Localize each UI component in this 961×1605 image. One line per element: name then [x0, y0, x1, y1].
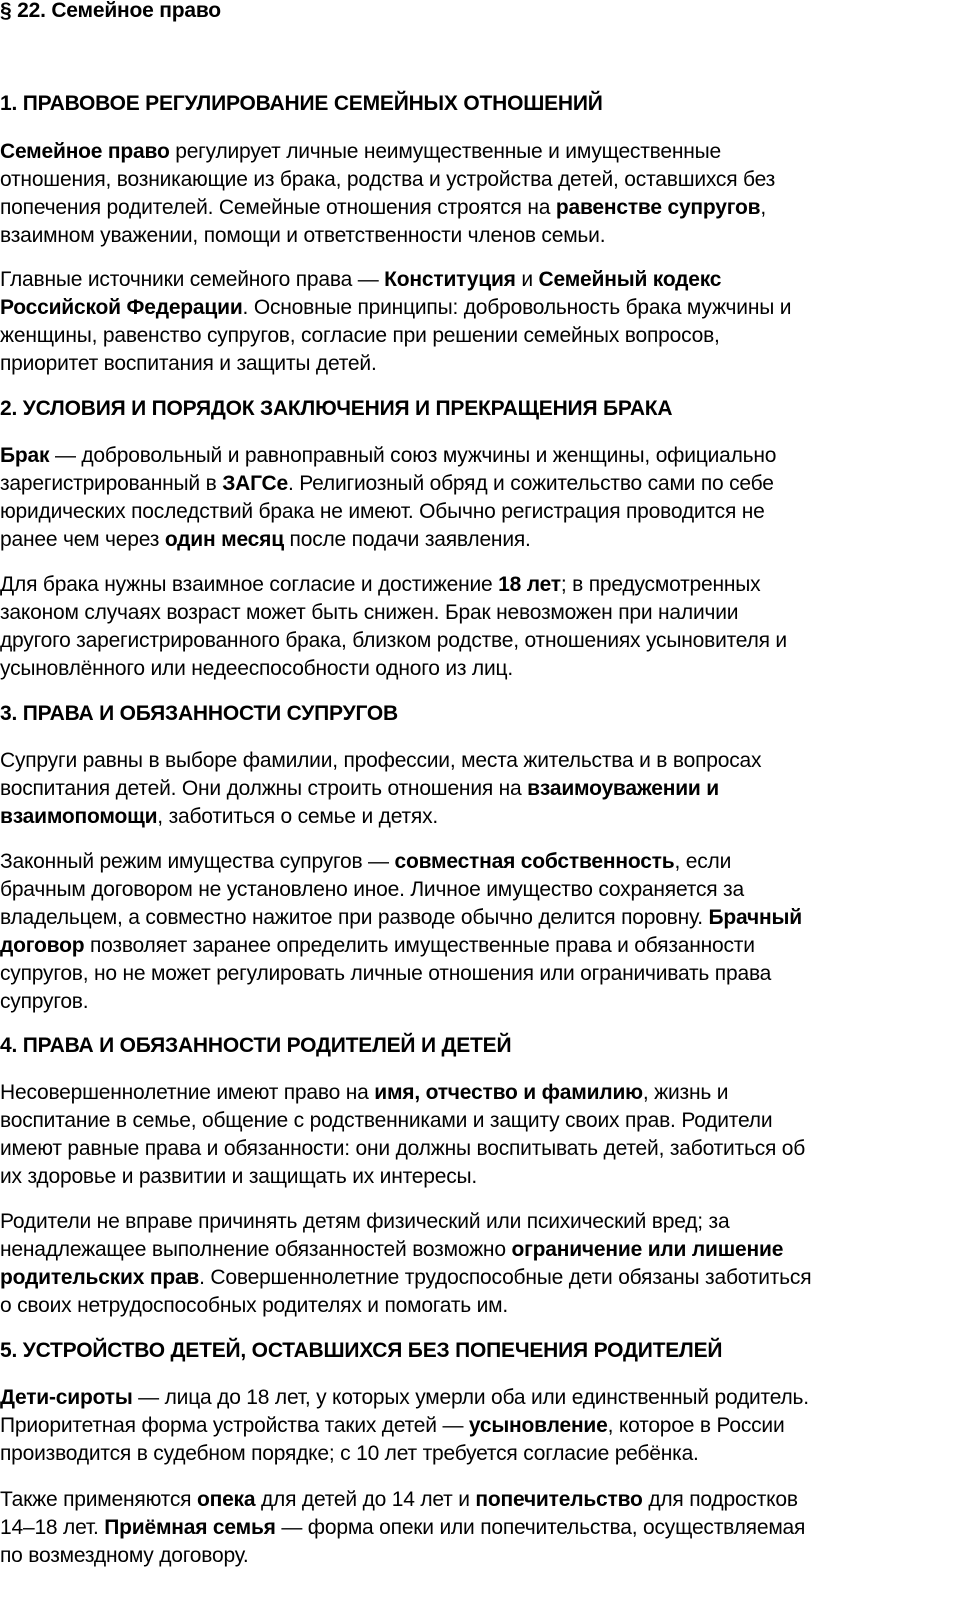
text-run: ,	[760, 196, 766, 219]
text-run: , заботиться о семье и детях.	[157, 805, 439, 828]
paragraph	[0, 1208, 958, 1320]
text-run: ранее чем через	[0, 528, 165, 551]
text-run: воспитания детей. Они должны строить отношения на	[0, 777, 528, 800]
bold-term: Брачный	[708, 906, 802, 929]
text-run: позволяет заранее определить имущественные права и обязанности	[84, 934, 755, 957]
text-line	[0, 932, 958, 960]
text-line	[0, 1236, 958, 1264]
text-line	[0, 848, 958, 876]
text-run: другого зарегистрированного брака, близком родстве, отношениях усыновителя и	[0, 629, 787, 652]
text-line	[0, 803, 958, 831]
bold-term: имя, отчество и фамилию	[374, 1081, 643, 1104]
paragraph	[0, 266, 958, 378]
text-line	[0, 988, 958, 1016]
text-line	[0, 350, 958, 378]
bold-term: Дети-сироты	[0, 1386, 133, 1409]
text-line	[0, 1107, 958, 1135]
text-run: супругов, но не может регулировать личные отношения или ограничивать права	[0, 962, 772, 985]
text-run: производится в судебном порядке; с 10 лет требуется согласие ребёнка.	[0, 1442, 699, 1465]
text-run: — лица до 18 лет, у которых умерли оба или единственный родитель.	[132, 1386, 809, 1409]
text-run: Супруги равны в выборе фамилии, профессии, места жительства и в вопросах	[0, 749, 762, 772]
paragraph	[0, 138, 958, 250]
text-run: ; в предусмотренных	[560, 573, 761, 596]
text-run: владельцем, а совместно нажитое при разводе обычно делится поровну.	[0, 906, 709, 929]
text-line	[0, 1514, 958, 1542]
text-run: Несовершеннолетние имеют право на	[0, 1081, 375, 1104]
bold-term: взаимопомощи	[0, 805, 158, 828]
text-line	[0, 571, 958, 599]
paragraph	[0, 1384, 958, 1468]
section-heading-4: 4. ПРАВА И ОБЯЗАННОСТИ РОДИТЕЛЕЙ И ДЕТЕЙ	[0, 1034, 512, 1057]
text-line	[0, 138, 958, 166]
text-run: попечения родителей. Семейные отношения строятся на	[0, 196, 556, 219]
text-run: женщины, равенство супругов, согласие при решении семейных вопросов,	[0, 324, 720, 347]
text-line	[0, 599, 958, 627]
text-line	[0, 526, 958, 554]
text-line	[0, 1292, 958, 1320]
text-run: зарегистрированный в	[0, 472, 223, 495]
text-run: — добровольный и равноправный союз мужчины и женщины, официально	[49, 444, 777, 467]
bold-term: Российской Федерации	[0, 296, 243, 319]
text-line	[0, 322, 958, 350]
text-run: регулирует личные неимущественные и имущественные	[169, 140, 722, 163]
text-line	[0, 1486, 958, 1514]
text-line	[0, 1384, 958, 1412]
text-line	[0, 166, 958, 194]
paragraph	[0, 1486, 958, 1570]
bold-term: попечительство	[475, 1488, 643, 1511]
text-run: Родители не вправе причинять детям физический или психический вред; за	[0, 1210, 730, 1233]
bold-term: ЗАГСе	[222, 472, 288, 495]
text-line	[0, 1163, 958, 1191]
bold-term: Семейный кодекс	[538, 268, 722, 291]
text-run: Законный режим имущества супругов —	[0, 850, 395, 873]
bold-term: один месяц	[164, 528, 284, 551]
bold-term: Конституция	[384, 268, 516, 291]
text-line	[0, 775, 958, 803]
text-line	[0, 194, 958, 222]
bold-term: совместная собственность	[394, 850, 675, 873]
section-heading-3: 3. ПРАВА И ОБЯЗАННОСТИ СУПРУГОВ	[0, 702, 398, 725]
text-run: приоритет воспитания и защиты детей.	[0, 352, 377, 375]
section-heading-2: 2. УСЛОВИЯ И ПОРЯДОК ЗАКЛЮЧЕНИЯ И ПРЕКРАЩЕНИЯ БРАКА	[0, 397, 673, 420]
text-run: ненадлежащее выполнение обязанностей возможно	[0, 1238, 512, 1261]
text-run: усыновлённого или недееспособности одного из лиц.	[0, 657, 513, 680]
text-line	[0, 876, 958, 904]
text-line	[0, 747, 958, 775]
bold-term: ограничение или лишение	[511, 1238, 784, 1261]
paragraph	[0, 571, 958, 683]
text-line	[0, 1542, 958, 1570]
text-run: , если	[674, 850, 732, 873]
bold-term: взаимоуважении и	[527, 777, 719, 800]
bold-term: Семейное право	[0, 140, 170, 163]
text-run: . Совершеннолетние трудоспособные дети обязаны заботиться	[199, 1266, 812, 1289]
paragraph	[0, 848, 958, 1016]
bold-term: Брак	[0, 444, 50, 467]
text-run: брачным договором не установлено иное. Личное имущество сохраняется за	[0, 878, 744, 901]
text-run: для подростков	[642, 1488, 798, 1511]
text-line	[0, 222, 958, 250]
bold-term: родительских прав	[0, 1266, 200, 1289]
bold-term: опека	[196, 1488, 256, 1511]
text-run: их здоровье и развитии и защищать их интересы.	[0, 1165, 478, 1188]
text-run: супругов.	[0, 990, 89, 1013]
text-line	[0, 904, 958, 932]
text-run: Для брака нужны взаимное согласие и достижение	[0, 573, 499, 596]
text-run: отношения, возникающие из брака, родства и устройства детей, оставшихся без	[0, 168, 776, 191]
bold-term: 18 лет	[498, 573, 561, 596]
text-run: Также применяются	[0, 1488, 197, 1511]
bold-term: усыновление	[468, 1414, 608, 1437]
text-run: имеют равные права и обязанности: они должны воспитывать детей, заботиться об	[0, 1137, 806, 1160]
text-line	[0, 627, 958, 655]
paragraph	[0, 747, 958, 831]
text-run: после подачи заявления.	[283, 528, 531, 551]
text-line	[0, 1412, 958, 1440]
text-line	[0, 1264, 958, 1292]
text-run: Приоритетная форма устройства таких детей —	[0, 1414, 469, 1437]
text-line	[0, 470, 958, 498]
text-line	[0, 960, 958, 988]
text-run: по возмездному договору.	[0, 1544, 249, 1567]
section-heading-5: 5. УСТРОЙСТВО ДЕТЕЙ, ОСТАВШИХСЯ БЕЗ ПОПЕЧЕНИЯ РОДИТЕЛЕЙ	[0, 1339, 723, 1362]
text-line	[0, 294, 958, 322]
text-run: , жизнь и	[642, 1081, 729, 1104]
page-title: § 22. Семейное право	[0, 0, 221, 22]
text-run: . Религиозный обряд и сожительство сами по себе	[287, 472, 774, 495]
bold-term: Приёмная семья	[104, 1516, 276, 1539]
text-run: юридических последствий брака не имеют. Обычно регистрация проводится не	[0, 500, 765, 523]
text-line	[0, 1440, 958, 1468]
text-line	[0, 266, 958, 294]
text-run: , которое в России	[607, 1414, 785, 1437]
text-run: Главные источники семейного права —	[0, 268, 385, 291]
text-line	[0, 498, 958, 526]
text-run: — форма опеки или попечительства, осуществляемая	[275, 1516, 806, 1539]
section-heading-1: 1. ПРАВОВОЕ РЕГУЛИРОВАНИЕ СЕМЕЙНЫХ ОТНОШЕНИЙ	[0, 92, 603, 115]
text-run: для детей до 14 лет и	[255, 1488, 476, 1511]
text-run: и	[515, 268, 539, 291]
text-line	[0, 1135, 958, 1163]
paragraph	[0, 1079, 958, 1191]
text-run: о своих нетрудоспособных родителях и помогать им.	[0, 1294, 509, 1317]
text-run: законом случаях возраст может быть снижен. Брак невозможен при наличии	[0, 601, 739, 624]
text-run: . Основные принципы: добровольность брака мужчины и	[242, 296, 792, 319]
text-line	[0, 1079, 958, 1107]
text-line	[0, 442, 958, 470]
text-run: взаимном уважении, помощи и ответственности членов семьи.	[0, 224, 606, 247]
bold-term: равенстве супругов	[555, 196, 761, 219]
text-run: 14–18 лет.	[0, 1516, 105, 1539]
text-line	[0, 1208, 958, 1236]
bold-term: договор	[0, 934, 85, 957]
text-run: воспитание в семье, общение с родственниками и защиту своих прав. Родители	[0, 1109, 773, 1132]
paragraph	[0, 442, 958, 554]
text-line	[0, 655, 958, 683]
